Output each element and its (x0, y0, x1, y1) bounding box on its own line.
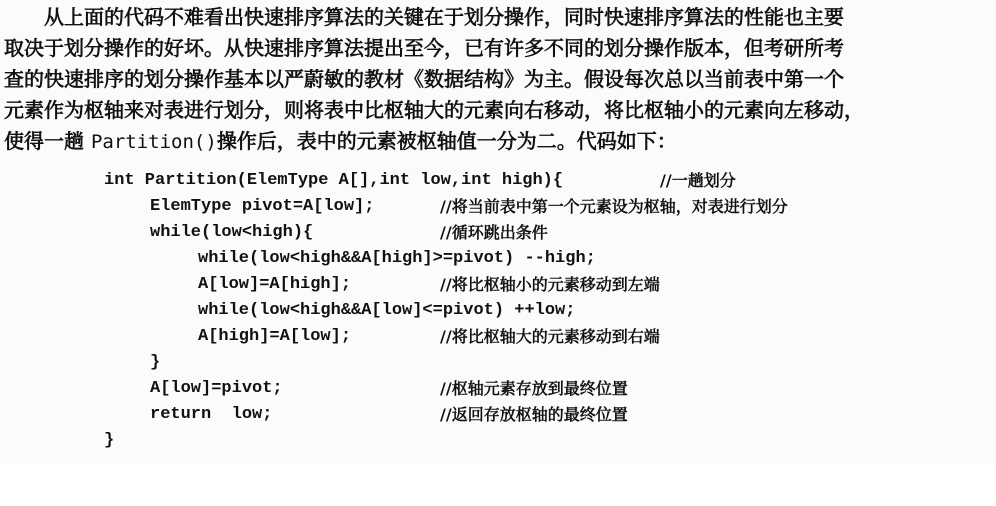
paragraph-line-5-pre: 使得一趟 (4, 129, 91, 153)
body-paragraph (4, 2, 990, 158)
code-comment: //将比枢轴小的元素移动到左端 (440, 275, 660, 294)
code-text: while(low<high){ (150, 223, 314, 242)
code-comment: //一趟划分 (660, 171, 736, 190)
code-comment: //枢轴元素存放到最终位置 (440, 379, 628, 398)
paragraph-line-2: 取决于划分操作的好坏。从快速排序算法提出至今，已有许多不同的划分操作版本，但考研所考 (4, 36, 844, 60)
code-line-5 (0, 272, 996, 298)
code-text: ElemType pivot=A[low]; (150, 197, 375, 216)
code-line-11 (0, 428, 996, 454)
code-line-8 (0, 350, 996, 376)
code-text: A[low]=pivot; (150, 379, 283, 398)
paragraph-line-3: 查的快速排序的划分操作基本以严蔚敏的教材《数据结构》为主。假设每次总以当前表中第一个 (4, 67, 844, 91)
code-line-7 (0, 324, 996, 350)
code-line-3 (0, 220, 996, 246)
code-block (0, 168, 996, 454)
inline-code-partition: Partition() (90, 131, 217, 153)
code-text: while(low<high&&A[high]>=pivot) --high; (198, 249, 596, 268)
code-comment: //将比枢轴大的元素移动到右端 (440, 327, 660, 346)
code-comment: //将当前表中第一个元素设为枢轴，对表进行划分 (440, 197, 788, 216)
code-text: int Partition(ElemType A[],int low,int high){ (104, 171, 564, 190)
code-text: A[low]=A[high]; (198, 275, 352, 294)
code-line-1 (0, 168, 996, 194)
code-line-9 (0, 376, 996, 402)
code-comment: //返回存放枢轴的最终位置 (440, 405, 628, 424)
code-text: return low; (150, 405, 273, 424)
code-text: } (104, 431, 115, 450)
code-text: } (150, 353, 161, 372)
code-text: while(low<high&&A[low]<=pivot) ++low; (198, 301, 576, 320)
code-line-6 (0, 298, 996, 324)
code-line-10 (0, 402, 996, 428)
code-text: A[high]=A[low]; (198, 327, 352, 346)
paragraph-line-4: 元素作为枢轴来对表进行划分，则将表中比枢轴大的元素向右移动，将比枢轴小的元素向左移动， (4, 98, 864, 122)
paragraph-line-5-post: 操作后，表中的元素被枢轴值一分为二。代码如下： (216, 129, 677, 153)
paragraph-line-5 (4, 126, 990, 158)
code-line-2 (0, 194, 996, 220)
code-line-4 (0, 246, 996, 272)
paragraph-line-1: 从上面的代码不难看出快速排序算法的关键在于划分操作，同时快速排序算法的性能也主要 (44, 5, 844, 29)
code-comment: //循环跳出条件 (440, 223, 548, 242)
